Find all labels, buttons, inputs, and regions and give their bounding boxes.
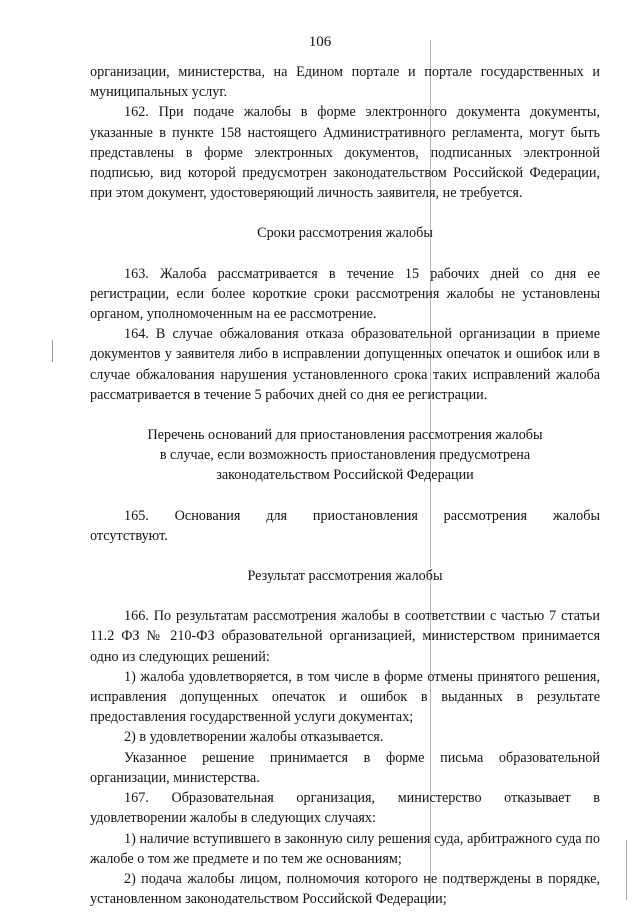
paragraph-162: 162. При подаче жалобы в форме электронного документа документы, указанные в пункте 158 настоящего Административного регламента, могут быть представлены в форме электронных документов, подписанных электронной подписью, вид которой предусмотрен законодательством Российской Федерации, при этом документ, удостоверяющий личность заявителя, не требуется. [90,104,600,202]
paragraph-167-item-1: 1) наличие вступившего в законную силу решения суда, арбитражного суда по жалобе о том же предмете и по тем же основаниям; [90,830,600,867]
paragraph-167: 167. Образовательная организация, министерство отказывает в удовлетворении жалобы в следующих случаях: [90,790,600,827]
page-number: 106 [308,34,332,50]
paragraph-167-item-2: 2) подача жалобы лицом, полномочия которого не подтверждены в порядке, установленном законодательством Российской Федерации; [90,870,600,908]
section-heading-review-terms: Сроки рассмотрения жалобы [257,225,433,242]
paragraph-163: 163. Жалоба рассматривается в течение 15 рабочих дней со дня ее регистрации, если более короткие сроки рассмотрения жалобы не установлены органом, уполномоченным на ее рассмотрение. [90,265,600,323]
paragraph-165: 165. Основания для приостановления рассмотрения жалобы отсутствуют. [90,507,600,544]
section-heading-review-result: Результат рассмотрения жалобы [247,568,443,585]
section-heading-suspension-line-1: Перечень оснований для приостановления рассмотрения жалобы [147,427,543,444]
paragraph-166-item-1: 1) жалоба удовлетворяется, в том числе в форме отмены принятого решения, исправления допущенных опечаток и ошибок в выданных в результате предоставления государственной услуги документах; [90,668,600,726]
section-heading-suspension-line-2: в случае, если возможность приостановления предусмотрена [159,447,531,464]
paragraph-continuation: организации, министерства, на Едином портале и портале государственных и муниципальных услуг. [90,64,600,101]
document-body [90,62,600,909]
paragraph-166: 166. По результатам рассмотрения жалобы в соответствии с частью 7 статьи 11.2 ФЗ № 210-ФЗ образовательной организацией, министерством принимается одно из следующих решений: [90,608,600,665]
paragraph-166-item-2: 2) в удовлетворении жалобы отказывается. [124,729,384,746]
edge-mark [626,840,627,900]
paragraph-decision-form: Указанное решение принимается в форме письма образовательной организации, министерства. [90,749,600,786]
section-heading-suspension-line-3: законодательством Российской Федерации [216,467,474,484]
paragraph-164: 164. В случае обжалования отказа образовательной организации в приеме документов у заявителя либо в исправлении допущенных опечаток и ошибок или в случае обжалования нарушения установленного срока таких исправлений жалоба рассматривается в течение 5 рабочих дней со дня ее регистрации. [90,326,600,403]
margin-mark [52,340,53,362]
